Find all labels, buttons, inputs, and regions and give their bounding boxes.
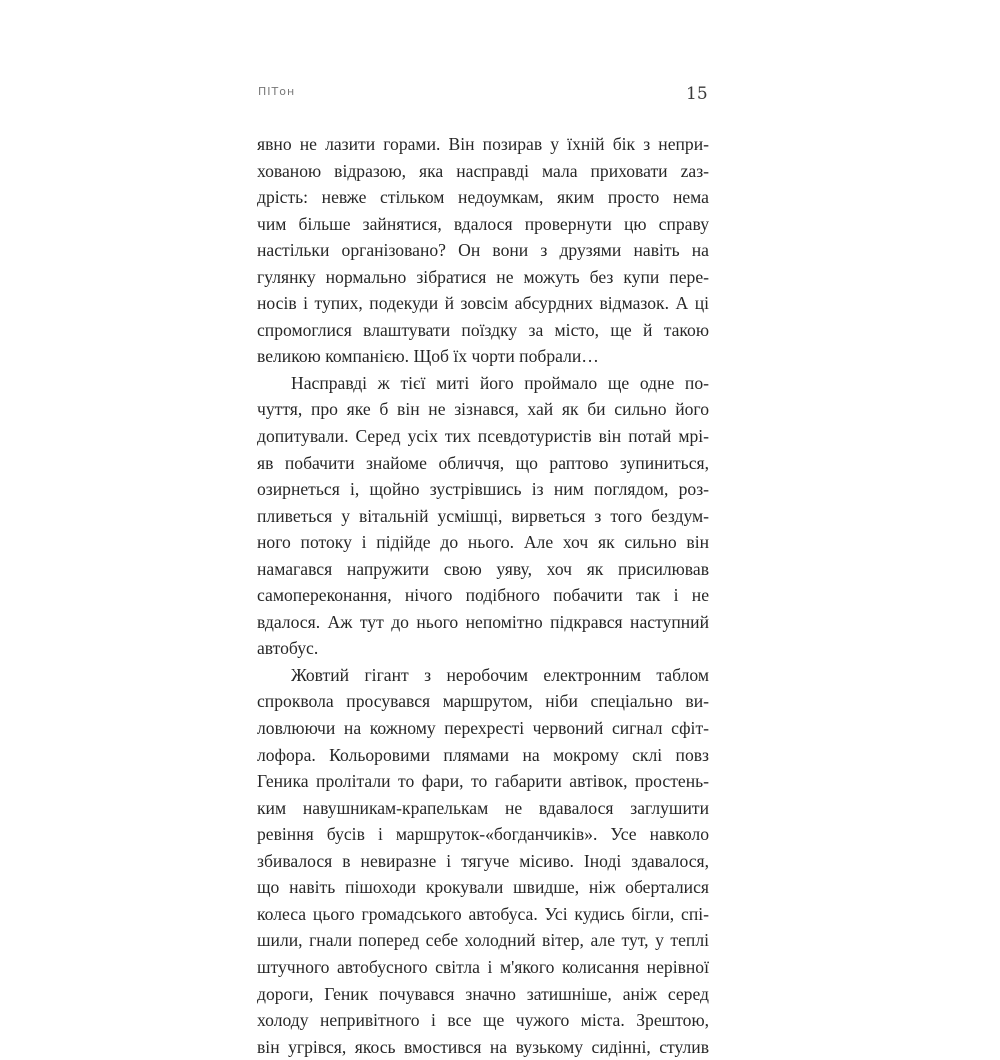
text-line: самопереконання, нічого подібного побачити так і не [257, 585, 709, 606]
text-line: чим більше зайнятися, вдалося провернути цю справу [257, 213, 709, 234]
page-number: 15 [686, 84, 708, 104]
text-line: вдалося. Аж тут до нього непомітно підкрався наступний [257, 611, 709, 632]
text-line: хованою відразою, яка насправді мала приховати zaз- [257, 160, 709, 181]
text-line: допитували. Серед усіх тих псевдотуристів він потай мрі- [257, 426, 709, 447]
text-line: ким навушникам-крапелькам не вдавалося заглушити [257, 797, 709, 818]
body-text [257, 131, 709, 1060]
text-line: дороги, Геник почувався значно затишніше, аніж серед [257, 983, 709, 1004]
text-line: він угрівся, якось вмостився на вузькому сидінні, стулив [257, 1036, 709, 1057]
text-line: колеса цього громадського автобуса. Усі кудись бігли, спі- [257, 903, 709, 924]
text-line: носів і тупих, подекуди й зовсім абсурдних відмазок. А ці [257, 293, 709, 314]
text-line: автобус. [257, 638, 319, 659]
text-line: ревіння бусів і маршруток-«богданчиків». Усе навколо [257, 824, 709, 845]
text-line: збивалося в невиразне і тягуче місиво. Іноді здавалося, [257, 850, 709, 871]
text-line: гулянку нормально зібратися не можуть без купи пере- [257, 266, 709, 287]
text-line: спромоглися влаштувати поїздку за місто, ще й такою [257, 319, 709, 340]
text-line: озирнеться і, щойно зустрівшись із ним поглядом, роз- [257, 479, 709, 500]
text-line: Насправді ж тієї миті його проймало ще одне по- [291, 372, 709, 393]
text-line: шили, гнали поперед себе холодний вітер, але тут, у теплі [257, 930, 709, 951]
text-line: Геника пролітали то фари, то габарити автівок, простень- [257, 771, 709, 792]
text-line: настільки організовано? Он вони з друзями навіть на [257, 240, 709, 261]
text-line: яв побачити знайоме обличчя, що раптово зупиниться, [257, 452, 709, 473]
text-line: явно не лазити горами. Він позирав у їхній бік з непри- [257, 134, 709, 154]
text-line: чуття, про яке б він не зізнався, хай як би сильно його [257, 399, 709, 420]
text-line: що навіть пішоходи крокували швидше, ніж оберталися [257, 877, 709, 898]
text-line: холоду непривітного і все ще чужого міста. Зрештою, [257, 1010, 709, 1031]
text-line: ловлюючи на кожному перехресті червоний сигнал сфіт- [257, 718, 709, 739]
text-line: лофора. Кольоровими плямами на мокрому склі повз [257, 744, 709, 765]
text-line: штучного автобусного світла і м'якого колисання нерівної [257, 956, 709, 977]
text-line: ного потоку і підійде до нього. Але хоч як сильно він [257, 532, 709, 553]
text-line: великою компанією. Щоб їх чорти побрали… [257, 346, 599, 367]
text-line: спроквола просувався маршрутом, ніби спеціально ви- [257, 691, 709, 712]
text-line: намагався напружити свою уяву, хоч як присилював [257, 558, 709, 579]
text-line: Жовтий гігант з неробочим електронним таблом [291, 664, 709, 685]
running-head: ПІТон [258, 85, 296, 98]
text-line: дрість: невже стільком недоумкам, яким просто нема [257, 187, 709, 208]
text-line: пливеться у вітальній усмішці, вирветься з того бездум- [257, 505, 709, 526]
